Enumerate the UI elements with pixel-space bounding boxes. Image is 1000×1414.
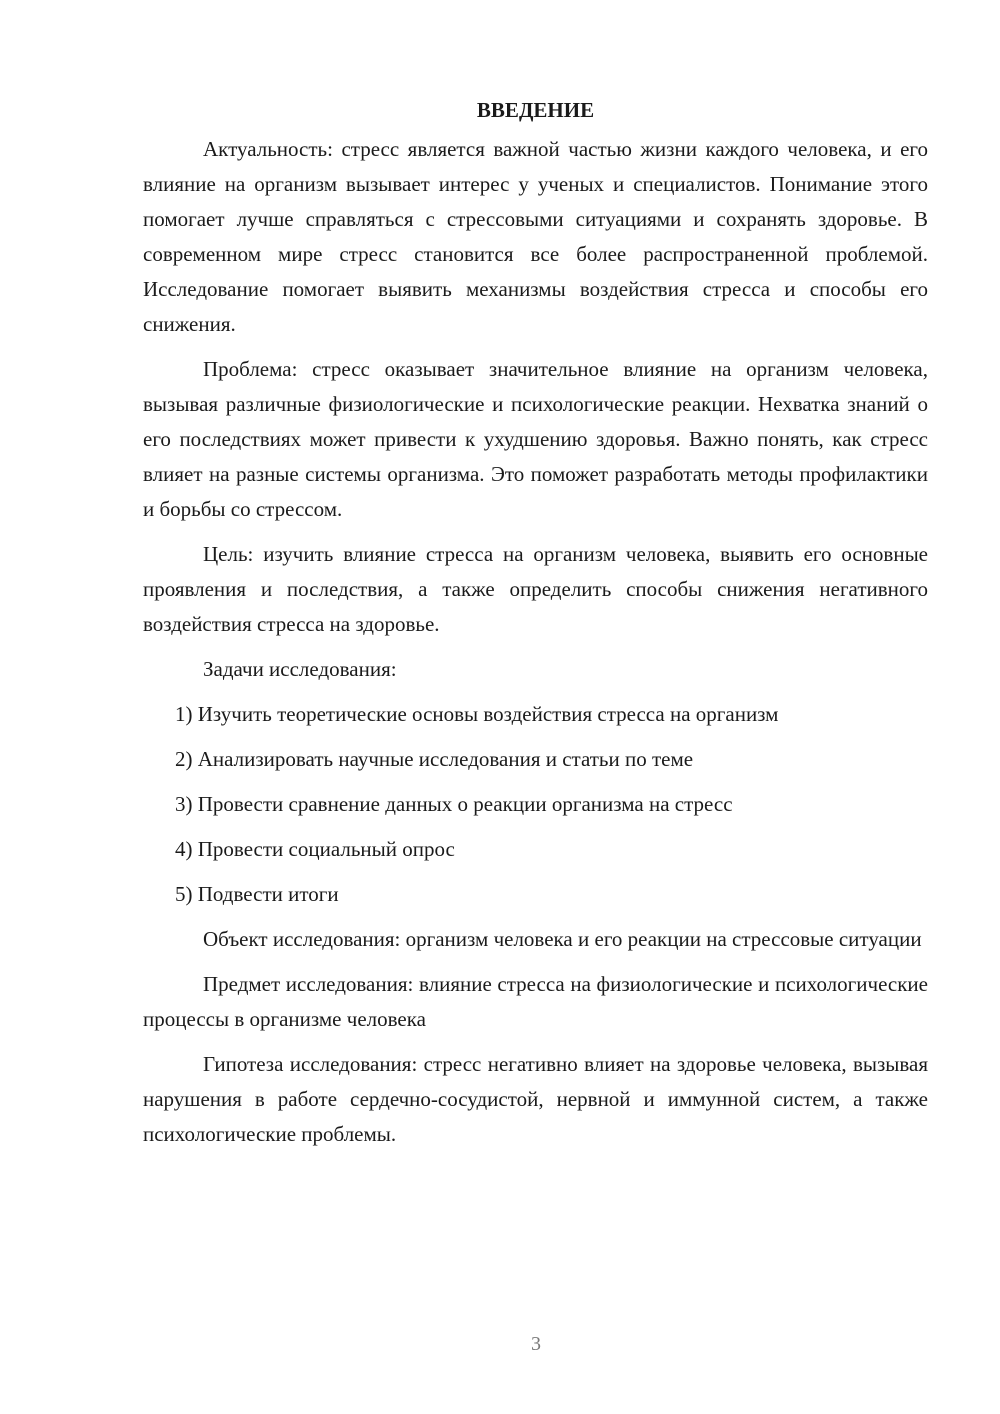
list-item: 2) Анализировать научные исследования и статьи по теме	[175, 747, 694, 771]
goal-paragraph: Цель: изучить влияние стресса на организм человека, выявить его основные проявления и последствия, а также определить способы снижения негативного воздействия стресса на здоровье.	[143, 542, 928, 636]
section-heading: ВВЕДЕНИЕ	[476, 98, 595, 122]
tasks-label: Задачи исследования:	[203, 657, 397, 681]
page-content	[143, 96, 928, 1162]
page-number: 3	[531, 1333, 541, 1355]
hypothesis-paragraph: Гипотеза исследования: стресс негативно влияет на здоровье человека, вызывая нарушения в работе сердечно-сосудистой, нервной и иммунной систем, а также психологические проблемы.	[143, 1052, 928, 1146]
subject-paragraph: Предмет исследования: влияние стресса на физиологические и психологические процессы в организме человека	[143, 972, 928, 1031]
list-item: 5) Подвести итоги	[175, 882, 339, 906]
relevance-paragraph: Актуальность: стресс является важной частью жизни каждого человека, и его влияние на организм вызывает интерес у ученых и специалистов. Понимание этого помогает лучше справляться с стрессовыми ситуациями и сохранять здоровье. В современном мире стресс становится все более распространенной проблемой. Исследование помогает выявить механизмы воздействия стресса и способы его снижения.	[143, 137, 928, 336]
list-item: 3) Провести сравнение данных о реакции организма на стресс	[175, 792, 733, 816]
problem-paragraph: Проблема: стресс оказывает значительное влияние на организм человека, вызывая различные физиологические и психологические реакции. Нехватка знаний о его последствиях может привести к ухудшению здоровья. Важно понять, как стресс влияет на разные системы организма. Это поможет разработать методы профилактики и борьбы со стрессом.	[143, 357, 928, 521]
list-item: 4) Провести социальный опрос	[175, 837, 455, 861]
tasks-list	[143, 697, 928, 912]
list-item: 1) Изучить теоретические основы воздействия стресса на организм	[175, 702, 779, 726]
object-paragraph: Объект исследования: организм человека и его реакции на стрессовые ситуации	[203, 927, 922, 951]
